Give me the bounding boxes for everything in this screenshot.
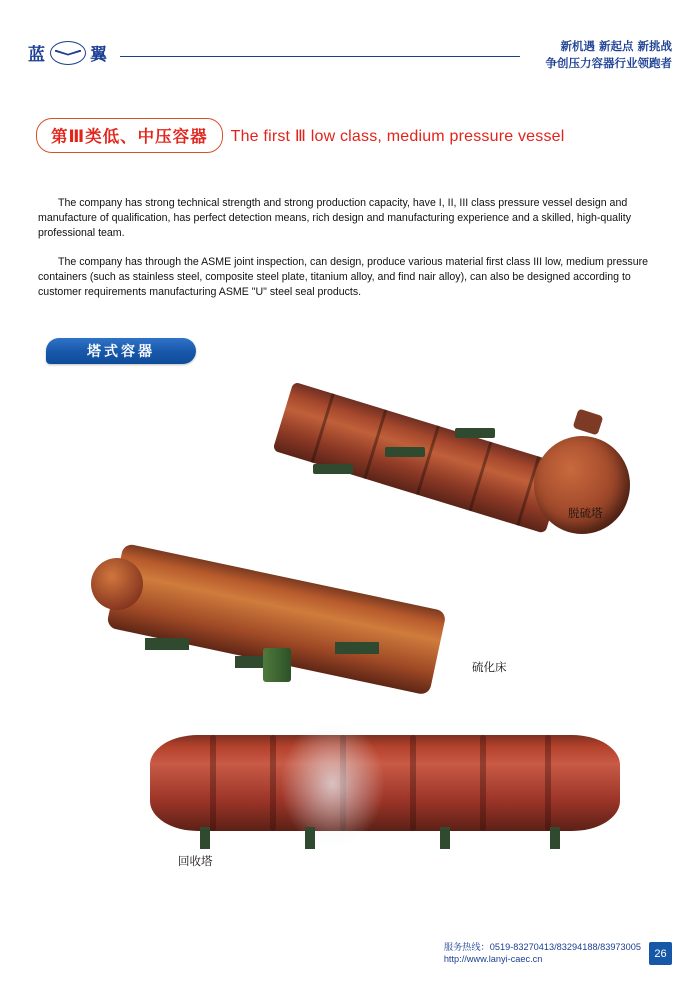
footer-hotline: 服务热线：0519-83270413/83294188/83973005 [443,942,641,952]
logo-text-left: 蓝 [28,45,46,65]
vessel-end-cap [91,558,143,610]
slogan-line-1: 新机遇 新起点 新挑战 [560,39,672,53]
photo-vulcanizing-bed [85,520,485,690]
lens-haze [280,719,385,849]
vessel-nozzle [573,408,604,435]
header-slogan [546,38,673,72]
footer-website[interactable]: http://www.lanyi-caec.cn [443,954,543,964]
caption-desulfurization-tower: 脱硫塔 [568,506,603,520]
paragraph-1: The company has strong technical strength and strong production capacity, have I, II, III class pressure vessel design and manufacture of qualification, has perfect detection means, rich design and manufacturing experience and a skilled, high-quality professional team. [38,197,632,240]
title-badge-cn: 第Ⅲ类低、中压容器 [36,118,223,153]
caption-vulcanizing-bed: 硫化床 [472,660,507,674]
logo-text-right: 翼 [90,45,108,65]
photo-recovery-tower [140,715,640,855]
body-text [38,196,663,313]
section-tab-tower-vessels: 塔式容器 [46,338,196,364]
paragraph-2: The company has through the ASME joint inspection, can design, produce various material first class III low, medium pressure containers (such as stainless steel, composite steel plate, titanium alloy, and find nair alloy), can also be designed according to customer requirements manufacturing ASME "U" steel seal products. [38,255,649,299]
wing-logo-icon [50,41,86,65]
slogan-line-2: 争创压力容器行业领跑者 [545,56,672,70]
vessel-shell [272,382,566,534]
company-logo [28,40,108,65]
page-title [36,118,565,153]
header-divider [120,56,520,57]
caption-recovery-tower: 回收塔 [178,854,213,868]
green-drum [263,648,291,682]
title-english: The first Ⅲ low class, medium pressure vessel [230,127,565,145]
page-header [0,34,700,86]
footer-contact [444,941,641,965]
page-footer [444,941,672,965]
photo-desulfurization-tower [275,352,615,517]
page-number: 26 [649,942,672,965]
